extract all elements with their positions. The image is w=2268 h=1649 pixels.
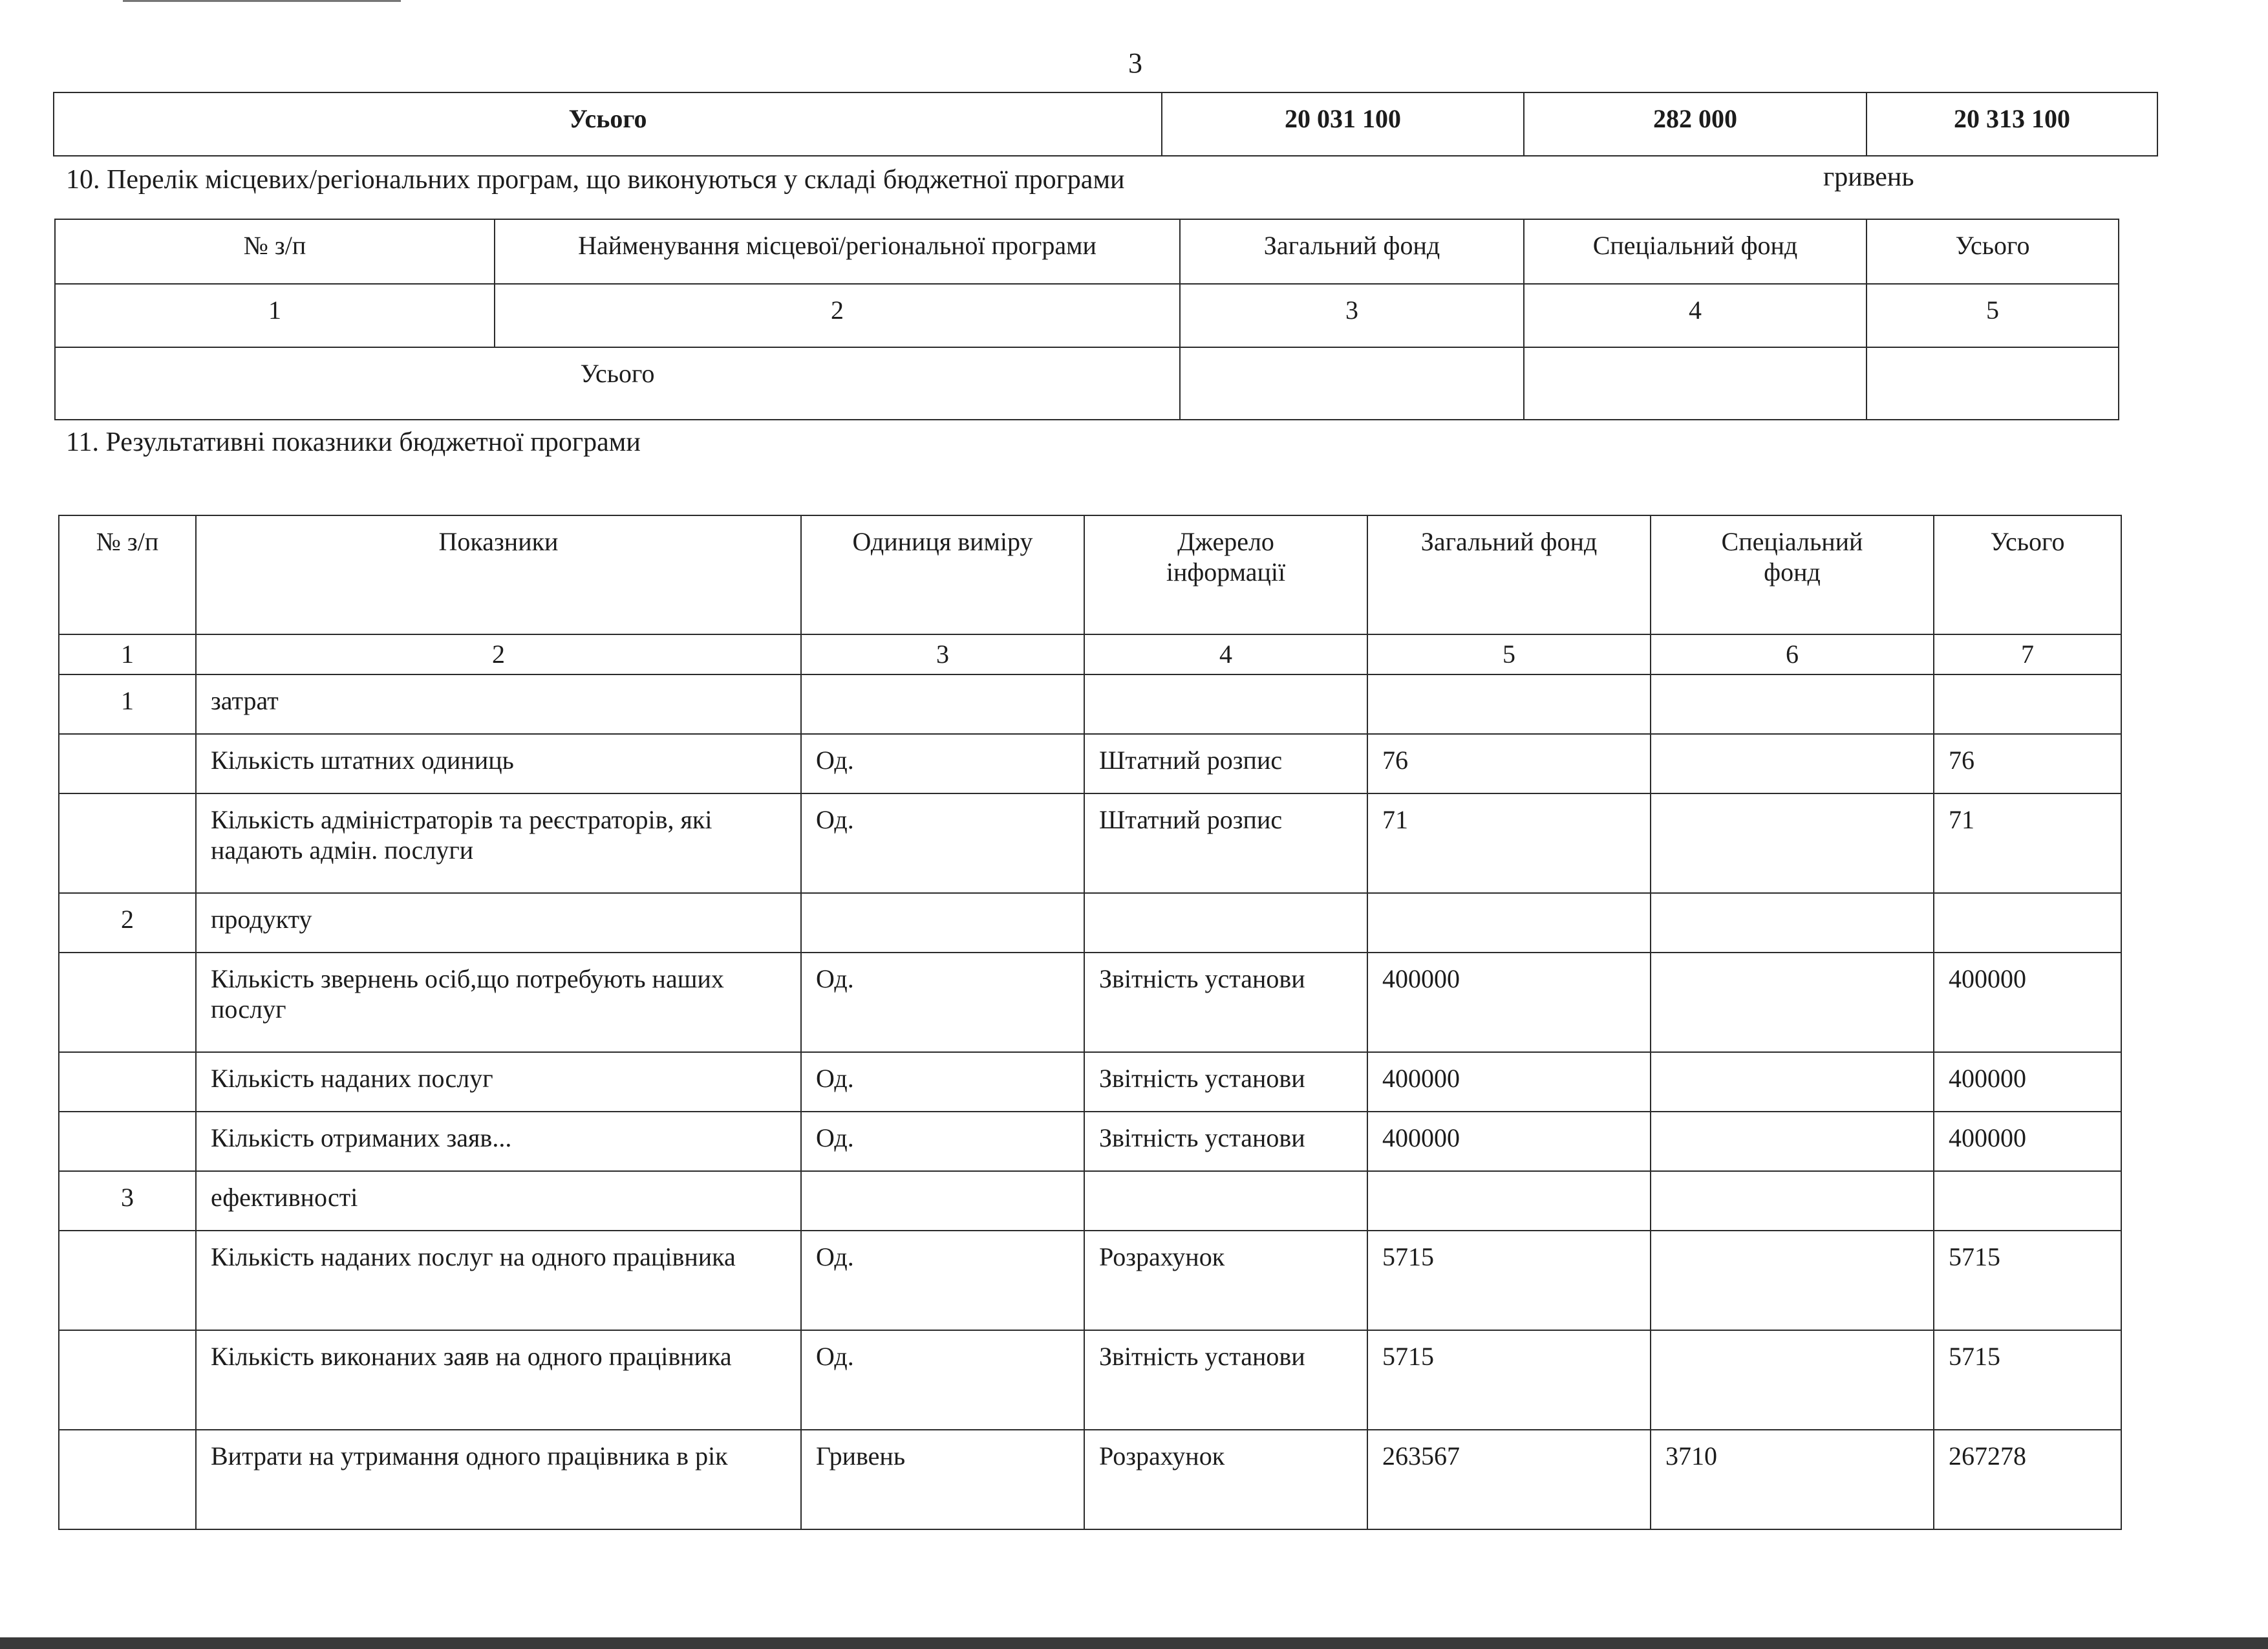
scan-top-rule [123, 0, 401, 2]
indicator-general-cell [1367, 1171, 1651, 1231]
indicator-source-cell [1084, 674, 1367, 734]
indicators-colnum-3: 3 [801, 634, 1084, 674]
indicator-unit-cell [801, 1171, 1084, 1231]
indicator-row [59, 1231, 2121, 1330]
indicators-colnum-4: 4 [1084, 634, 1367, 674]
indicator-special-cell: 3710 [1651, 1430, 1934, 1529]
indicator-source-cell: Штатний розпис [1084, 793, 1367, 893]
indicators-header-source: Джерело інформації [1084, 515, 1367, 634]
top-total-table [53, 92, 2158, 156]
indicator-row [59, 1112, 2121, 1171]
indicator-total-cell: 400000 [1934, 1112, 2121, 1171]
programs-total-total [1867, 347, 2119, 420]
indicator-source-cell: Штатний розпис [1084, 734, 1367, 793]
indicator-total-cell: 76 [1934, 734, 2121, 793]
indicator-name-cell: Кількість отриманих заяв... [196, 1112, 801, 1171]
indicator-special-cell [1651, 953, 1934, 1052]
indicator-num-cell [59, 1430, 196, 1529]
indicator-total-cell: 5715 [1934, 1330, 2121, 1430]
indicator-general-cell: 400000 [1367, 1052, 1651, 1112]
indicator-special-cell [1651, 1231, 1934, 1330]
indicator-general-cell [1367, 674, 1651, 734]
indicator-row [59, 674, 2121, 734]
indicator-total-cell [1934, 674, 2121, 734]
indicator-row [59, 1052, 2121, 1112]
indicator-unit-cell: Од. [801, 953, 1084, 1052]
indicator-special-cell [1651, 893, 1934, 953]
indicator-row [59, 1430, 2121, 1529]
indicators-header-special: Спеціальний фонд [1651, 515, 1934, 634]
section-10-heading: 10. Перелік місцевих/регіональних програм, що виконуються у складі бюджетної програми [66, 165, 1125, 195]
programs-header-num: № з/п [55, 219, 495, 284]
indicator-source-cell [1084, 1171, 1367, 1231]
indicator-unit-cell: Гривень [801, 1430, 1084, 1529]
indicator-unit-cell: Од. [801, 1231, 1084, 1330]
programs-total-general [1180, 347, 1524, 420]
indicators-header-row [59, 515, 2121, 634]
programs-number-row [55, 284, 2119, 347]
indicator-source-cell: Розрахунок [1084, 1430, 1367, 1529]
programs-total-row [55, 347, 2119, 420]
indicator-unit-cell: Од. [801, 734, 1084, 793]
indicator-num-cell [59, 1231, 196, 1330]
indicator-num-cell: 1 [59, 674, 196, 734]
programs-colnum-1: 1 [55, 284, 495, 347]
indicator-num-cell [59, 1052, 196, 1112]
indicator-general-cell: 263567 [1367, 1430, 1651, 1529]
indicator-total-cell: 400000 [1934, 953, 2121, 1052]
section-11-heading: 11. Результативні показники бюджетної програми [66, 427, 641, 457]
indicator-name-cell: затрат [196, 674, 801, 734]
indicator-source-cell: Звітність установи [1084, 1330, 1367, 1430]
programs-header-row [55, 219, 2119, 284]
indicator-total-cell [1934, 1171, 2121, 1231]
top-total-special: 282 000 [1524, 92, 1867, 156]
indicator-unit-cell: Од. [801, 793, 1084, 893]
indicators-colnum-7: 7 [1934, 634, 2121, 674]
indicators-header-num: № з/п [59, 515, 196, 634]
indicator-general-cell: 5715 [1367, 1231, 1651, 1330]
indicators-header-unit: Одиниця виміру [801, 515, 1084, 634]
indicator-unit-cell: Од. [801, 1052, 1084, 1112]
section-10-unit: гривень [1823, 162, 1914, 192]
indicator-special-cell [1651, 734, 1934, 793]
indicator-num-cell [59, 793, 196, 893]
indicator-unit-cell [801, 674, 1084, 734]
top-total-total: 20 313 100 [1867, 92, 2157, 156]
programs-total-label: Усього [55, 347, 1180, 420]
indicator-unit-cell [801, 893, 1084, 953]
indicators-header-name: Показники [196, 515, 801, 634]
indicator-num-cell: 3 [59, 1171, 196, 1231]
indicator-unit-cell: Од. [801, 1112, 1084, 1171]
indicator-row [59, 1330, 2121, 1430]
indicators-colnum-2: 2 [196, 634, 801, 674]
indicator-row [59, 953, 2121, 1052]
indicator-general-cell: 76 [1367, 734, 1651, 793]
indicator-num-cell: 2 [59, 893, 196, 953]
indicator-source-cell: Розрахунок [1084, 1231, 1367, 1330]
indicator-total-cell: 267278 [1934, 1430, 2121, 1529]
programs-colnum-2: 2 [495, 284, 1180, 347]
indicator-name-cell: ефективності [196, 1171, 801, 1231]
indicator-general-cell [1367, 893, 1651, 953]
indicators-colnum-1: 1 [59, 634, 196, 674]
programs-header-total: Усього [1867, 219, 2119, 284]
indicator-general-cell: 5715 [1367, 1330, 1651, 1430]
indicator-name-cell: Витрати на утримання одного працівника в рік [196, 1430, 801, 1529]
indicator-num-cell [59, 734, 196, 793]
programs-table [54, 219, 2119, 420]
indicator-special-cell [1651, 1330, 1934, 1430]
indicator-row [59, 1171, 2121, 1231]
page-number: 3 [1128, 47, 1142, 79]
top-total-general: 20 031 100 [1162, 92, 1524, 156]
indicator-name-cell: Кількість виконаних заяв на одного працівника [196, 1330, 801, 1430]
indicator-row [59, 734, 2121, 793]
indicator-unit-cell: Од. [801, 1330, 1084, 1430]
indicator-special-cell [1651, 1171, 1934, 1231]
indicator-source-cell: Звітність установи [1084, 1052, 1367, 1112]
indicators-header-total: Усього [1934, 515, 2121, 634]
scan-bottom-edge [0, 1637, 2268, 1649]
programs-total-special [1524, 347, 1867, 420]
indicator-num-cell [59, 953, 196, 1052]
indicators-table [58, 515, 2122, 1530]
indicator-general-cell: 71 [1367, 793, 1651, 893]
indicator-total-cell: 400000 [1934, 1052, 2121, 1112]
indicator-num-cell [59, 1330, 196, 1430]
indicators-number-row [59, 634, 2121, 674]
indicator-general-cell: 400000 [1367, 953, 1651, 1052]
indicator-source-cell: Звітність установи [1084, 1112, 1367, 1171]
indicator-name-cell: Кількість наданих послуг [196, 1052, 801, 1112]
indicators-colnum-6: 6 [1651, 634, 1934, 674]
indicator-special-cell [1651, 674, 1934, 734]
indicator-row [59, 893, 2121, 953]
indicator-special-cell [1651, 1112, 1934, 1171]
indicator-name-cell: Кількість адміністраторів та реєстраторів, які надають адмін. послуги [196, 793, 801, 893]
programs-colnum-4: 4 [1524, 284, 1867, 347]
indicator-total-cell: 71 [1934, 793, 2121, 893]
indicator-total-cell: 5715 [1934, 1231, 2121, 1330]
indicator-source-cell [1084, 893, 1367, 953]
indicator-special-cell [1651, 793, 1934, 893]
indicator-name-cell: Кількість звернень осіб,що потребують наших послуг [196, 953, 801, 1052]
indicator-name-cell: Кількість наданих послуг на одного працівника [196, 1231, 801, 1330]
top-total-label: Усього [54, 92, 1162, 156]
indicator-total-cell [1934, 893, 2121, 953]
programs-header-general: Загальний фонд [1180, 219, 1524, 284]
indicators-header-general: Загальний фонд [1367, 515, 1651, 634]
indicators-colnum-5: 5 [1367, 634, 1651, 674]
indicator-row [59, 793, 2121, 893]
indicator-special-cell [1651, 1052, 1934, 1112]
indicator-source-cell: Звітність установи [1084, 953, 1367, 1052]
indicator-general-cell: 400000 [1367, 1112, 1651, 1171]
indicator-name-cell: продукту [196, 893, 801, 953]
programs-colnum-3: 3 [1180, 284, 1524, 347]
programs-header-special: Спеціальний фонд [1524, 219, 1867, 284]
programs-colnum-5: 5 [1867, 284, 2119, 347]
indicator-num-cell [59, 1112, 196, 1171]
indicator-name-cell: Кількість штатних одиниць [196, 734, 801, 793]
programs-header-name: Найменування місцевої/регіональної програми [495, 219, 1180, 284]
